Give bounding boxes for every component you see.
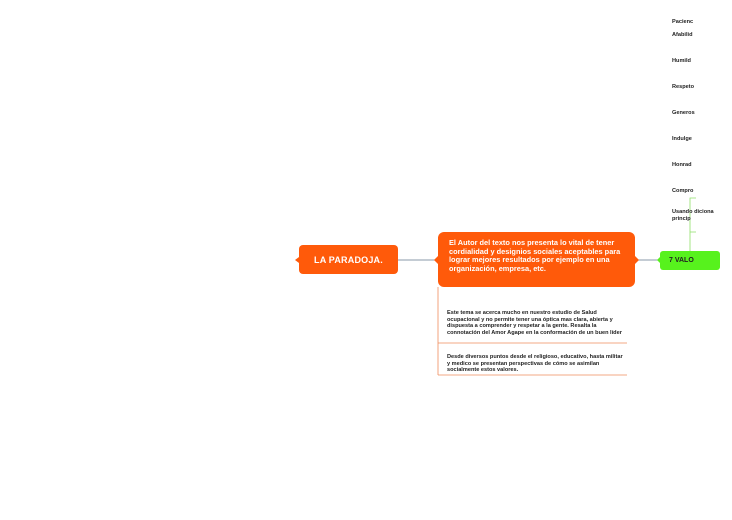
value-item-compro[interactable] (672, 188, 693, 195)
central-topic[interactable] (299, 245, 398, 274)
subtopic-2-label: Desde diversos puntos desde el religioso, educativo, hasta militar y medico se presentan perspectivas de cómo se asimilan socialmente estos valores. (447, 354, 623, 373)
value-item-humild[interactable] (672, 58, 691, 65)
value-item-honrad[interactable] (672, 162, 692, 169)
edge-green-usando (690, 198, 696, 251)
value-item-label: Afabilid (672, 32, 693, 38)
value-item-label: Generos (672, 110, 695, 116)
main-topic-label: El Autor del texto nos presenta lo vital de tener cordialidad y designios sociales aceptables para lograr mejores resultados por ejemplo en una organización, empresa, etc. (449, 238, 621, 273)
value-item-label: Honrad (672, 162, 692, 168)
value-item-generos[interactable] (672, 110, 695, 117)
subtopic-2[interactable] (447, 354, 623, 374)
value-item-label: Humild (672, 58, 691, 64)
central-topic-label: LA PARADOJA. (314, 254, 383, 265)
subtopic-1[interactable] (447, 310, 625, 336)
values-topic-label: 7 VALO (669, 257, 694, 264)
values-topic[interactable] (660, 251, 720, 270)
value-item-label: Respeto (672, 84, 695, 90)
usando-topic[interactable] (672, 209, 732, 222)
value-item-afabilid[interactable] (672, 32, 693, 39)
value-item-label: Indulge (672, 136, 692, 142)
value-item-indulge[interactable] (672, 136, 692, 143)
main-topic[interactable] (438, 232, 635, 287)
value-item-label: Pacienc (672, 19, 694, 25)
value-item-respeto[interactable] (672, 84, 694, 91)
usando-topic-label: Usando diciona princip (672, 209, 714, 222)
value-item-pacienc[interactable] (672, 19, 693, 26)
main-right-tip (635, 256, 639, 264)
subtopic-1-label: Este tema se acerca mucho en nuestro estudio de Salud ocupacional y no permite tener una óptica mas clara, abierta y dispuesta a comprender y respetar a la gente. Resalta la connotación del Amor Agape en la conformación de un buen líder (447, 310, 622, 336)
value-item-label: Compro (672, 188, 694, 194)
